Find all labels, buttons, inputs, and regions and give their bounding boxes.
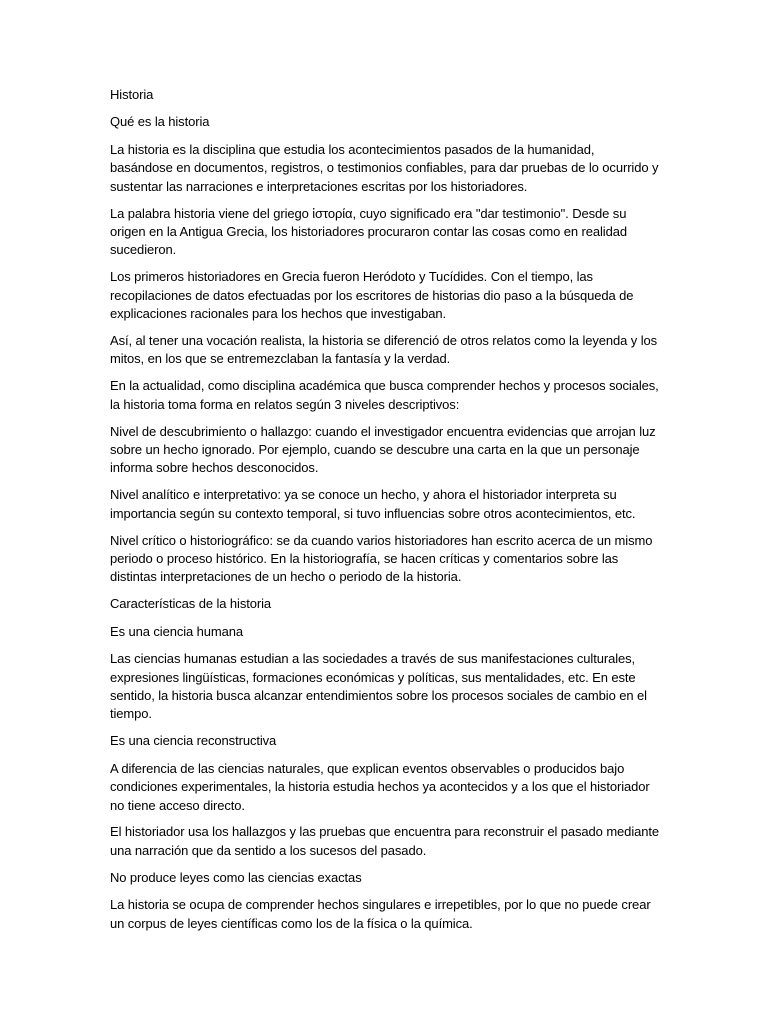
- paragraph: Nivel de descubrimiento o hallazgo: cuando el investigador encuentra evidencias que arrojan luz sobre un hecho ignorado. Por ejemplo, cuando se descubre una carta en la que un personaje informa sobre hechos desconocidos.: [110, 423, 656, 476]
- document-title: Historia: [110, 87, 154, 102]
- paragraph: A diferencia de las ciencias naturales, que explican eventos observables o producidos bajo condiciones experimentales, la historia estudia hechos ya acontecidos y a los que el historiador no tiene acceso directo.: [110, 760, 650, 813]
- paragraph: Los primeros historiadores en Grecia fueron Heródoto y Tucídides. Con el tiempo, las recopilaciones de datos efectuadas por los escritores de historias dio paso a la búsqueda de explicaciones racionales para los hechos que investigaban.: [110, 269, 634, 322]
- paragraph: La palabra historia viene del griego ἱστορία, cuyo significado era "dar testimonio". Desde su origen en la Antigua Grecia, los historiadores procuraron contar las cosas como en realidad sucedieron.: [110, 205, 627, 258]
- subsection-heading: No produce leyes como las ciencias exactas: [110, 869, 362, 885]
- section-heading: Características de la historia: [110, 596, 272, 612]
- subsection-heading: Es una ciencia humana: [110, 623, 244, 639]
- paragraph: El historiador usa los hallazgos y las pruebas que encuentra para reconstruir el pasado mediante una narración que da sentido a los sucesos del pasado.: [110, 824, 660, 858]
- paragraph: En la actualidad, como disciplina académica que busca comprender hechos y procesos sociales, la historia toma forma en relatos según 3 niveles descriptivos:: [110, 378, 659, 412]
- section-heading: Qué es la historia: [110, 114, 210, 130]
- paragraph: Nivel crítico o historiográfico: se da cuando varios historiadores han escrito acerca de un mismo periodo o proceso histórico. En la historiografía, se hacen críticas y comentarios sobre las distintas interpretaciones de un hecho o periodo de la historia.: [110, 532, 653, 585]
- paragraph: Así, al tener una vocación realista, la historia se diferenció de otros relatos como la leyenda y los mitos, en los que se entremezclaban la fantasía y la verdad.: [110, 332, 658, 367]
- paragraph: Nivel analítico e interpretativo: ya se conoce un hecho, y ahora el historiador interpreta su importancia según su contexto temporal, si tuvo influencias sobre otros acontecimientos, etc.: [110, 487, 636, 521]
- document-page: [110, 86, 660, 933]
- paragraph: La historia es la disciplina que estudia los acontecimientos pasados de la humanidad, basándose en documentos, registros, o testimonios confiables, para dar pruebas de lo ocurrido y sustentar las narraciones e interpretaciones escritas por los historiadores.: [110, 141, 659, 194]
- paragraph: La historia se ocupa de comprender hechos singulares e irrepetibles, por lo que no puede crear un corpus de leyes científicas como los de la física o la química.: [110, 897, 651, 931]
- subsection-heading: Es una ciencia reconstructiva: [110, 733, 277, 749]
- paragraph: Las ciencias humanas estudian a las sociedades a través de sus manifestaciones culturales, expresiones lingüísticas, formaciones económicas y políticas, sus mentalidades, etc. En este sentido, la historia busca alcanzar entendimientos sobre los procesos sociales de cambio en el tiempo.: [110, 651, 647, 722]
